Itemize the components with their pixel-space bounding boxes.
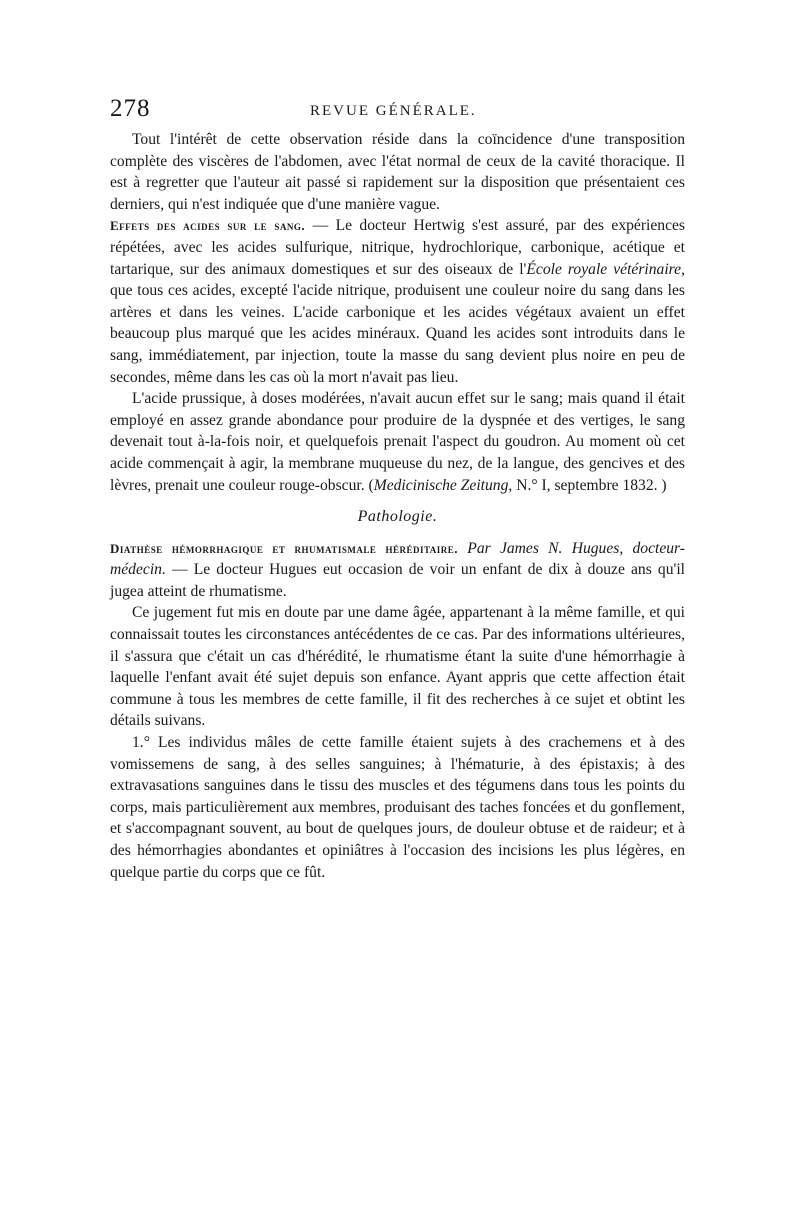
page-header [110, 95, 685, 129]
paragraph-acids [110, 215, 685, 388]
ecole-veterinaire: École royale vétérinaire [526, 260, 682, 278]
page-number: 278 [110, 95, 151, 122]
source-citation: Medicinische Zeitung [373, 476, 509, 494]
heading-diathese: Diathèse hémorrhagique et rhumatismale héréditaire. [110, 540, 459, 556]
paragraph-judgement: Ce jugement fut mis en doute par une dame âgée, appartenant à la même famille, et qui connaissait toutes les circonstances antécédentes de ce cas. Par des informations ultérieures, il s'assura que c'était un cas d'hérédité, le rhumatisme étant la suite d'une hémorrhagie à laquelle l'enfant avait été sujet depuis son enfance. Ayant appris que cette affection était commune à tous les membres de cette famille, il fit des recherches à ce sujet et obtint les détails suivans. [110, 604, 685, 730]
author-credit: Par James N. Hugues, docteur-médecin. [110, 539, 685, 579]
source-citation-rest: , N.° I, septembre 1832. ) [508, 476, 667, 494]
body-text [110, 129, 685, 883]
paragraph-diathese [110, 538, 685, 603]
paragraph-prussic [110, 388, 685, 496]
page [110, 95, 685, 883]
paragraph-diathese-rest: — Le docteur Hugues eut occasion de voir un enfant de dix à douze ans qu'il jugea atteint de rhumatisme. [110, 561, 685, 600]
running-title: REVUE GÉNÉRALE. [310, 103, 477, 119]
paragraph-acids-rest: , que tous ces acides, excepté l'acide nitrique, produisent une couleur noire du sang dans les artères et dans les veines. L'acide carbonique et les acides végétaux avaient un effet beaucoup plus marqué que les acides minéraux. Quand les acides sont introduits dans le sang, immédiatement, par injection, toute la masse du sang devient plus noire en peu de secondes, même dans les cas où la mort n'avait pas lieu. [110, 260, 685, 386]
paragraph-males: 1.° Les individus mâles de cette famille étaient sujets à des crachemens et à des vomissemens de sang, à des selles sanguines; à l'hématurie, à des épistaxis; à des extravasations sanguines dans le tissu des muscles et des tégumens dans tous les points du corps, mais particulièrement aux membres, produisant des taches foncées et du gonflement, et s'accompagnant souvent, au bout de quelques jours, de douleur obtuse et de raideur; et à des hémorrhagies abondantes et opiniâtres à l'occasion des incisions les plus légères, en quelque partie du corps que ce fût. [110, 734, 685, 881]
paragraph-prussic-text: L'acide prussique, à doses modérées, n'avait aucun effet sur le sang; mais quand il était employé en assez grande abondance pour produire de la dyspnée et des vertiges, le sang devenait tout à-la-fois noir, et quelquefois prenait l'aspect du goudron. Au moment où cet acide commençait à agir, la membrane muqueuse du nez, de la langue, des gencives et des lèvres, prenait une couleur rouge-obscur. ( [110, 390, 685, 494]
paragraph-intro: Tout l'intérêt de cette observation réside dans la coïncidence d'une transposition complète des viscères de l'abdomen, avec l'état normal de ceux de la cavité thoracique. Il est à regretter que l'auteur ait passé si rapidement sur la disposition que présentaient ces derniers, qui n'est indiquée que d'une manière vague. [110, 131, 685, 213]
heading-acids: Effets des acides sur le sang. [110, 218, 306, 234]
section-title: Pathologie. [357, 508, 438, 526]
paragraph-acids-lead: — Le docteur Hertwig s'est assuré, par des expériences répétées, avec les acides sulfurique, nitrique, hydrochlorique, carbonique, acétique et tartarique, sur des animaux domestiques et sur des oiseaux de l' [110, 217, 685, 278]
